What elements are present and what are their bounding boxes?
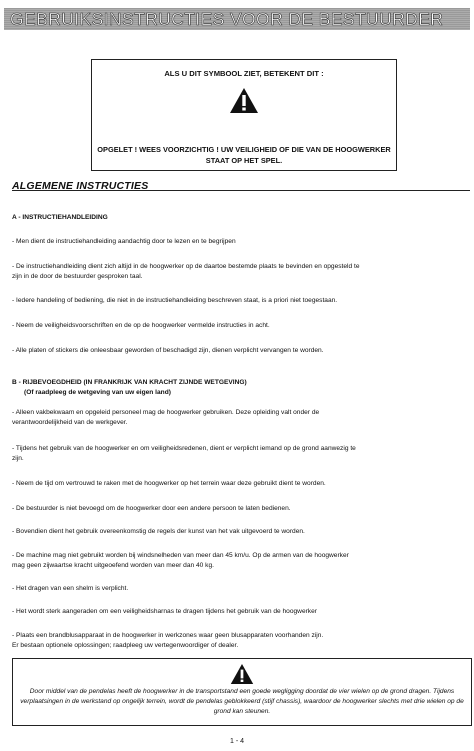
title-banner [4,8,470,30]
part-b-heading: B - RIJBEVOEGDHEID (IN FRANKRIJK VAN KRACHT ZIJNDE WETGEVING) [12,379,247,386]
list-item: - Het wordt sterk aangeraden om een veiligheidsharnas te dragen tijdens het gebruik van de hoogwerker [12,608,317,615]
list-item: - Neem de veiligheidsvoorschriften en de op de hoogwerker vermelde instructies in acht. [12,322,270,329]
list-item: - Iedere handeling of bediening, die niet in de instructiehandleiding beschreven staat, is a priori niet toegestaan. [12,297,338,304]
list-item: - Men dient de instructiehandleiding aandachtig door te lezen en te begrijpen [12,238,236,245]
section-title [12,176,470,191]
footer-warning-box [12,658,472,726]
list-item: - De machine mag niet gebruikt worden bij windsnelheden van meer dan 45 km/u. Op de armen van de hoogwerker mag geen zijwaartse kracht uitgeoefend worden van meer dan 40 kg. [12,552,349,569]
list-item: - Alle platen of stickers die onleesbaar geworden of beschadigd zijn, dienen verplicht vervangen te worden. [12,347,324,354]
list-item: - Bovendien dient het gebruik overeenkomstig de regels der kunst van het vak uitgevoerd te worden. [12,528,305,535]
part-b-subheading: (Of raadpleeg de wetgeving van uw eigen land) [24,389,171,396]
list-item: - Neem de tijd om vertrouwd te raken met de hoogwerker op het terrein waar deze gebruikt dient te worden. [12,480,326,487]
warning-bottom-text: OPGELET ! WEES VOORZICHTIG ! UW VEILIGHEID OF DIE VAN DE HOOGWERKER STAAT OP HET SPEL. [97,145,391,165]
banner-title: GEBRUIKSINSTRUCTIES VOOR DE BESTUURDER [10,9,444,29]
warning-box [91,59,397,171]
part-a-heading: A - INSTRUCTIEHANDLEIDING [12,214,108,221]
warning-triangle-icon [229,87,259,114]
list-item: - De bestuurder is niet bevoegd om de hoogwerker door een andere persoon te laten bedienen. [12,505,291,512]
list-item: - Alleen vakbekwaam en opgeleid personeel mag de hoogwerker gebruiken. Deze opleiding valt onder de verantwoordelijkheid van de werkgever. [12,409,320,426]
list-item: - De instructiehandleiding dient zich altijd in de hoogwerker op de daartoe bestemde plaats te bevinden en opgesteld te zijn in de door de bestuurder gesproken taal. [12,263,360,280]
footer-warning-text: Door middel van de pendelas heeft de hoogwerker in de transportstand een goede wegligging doordat de vier wielen op de grond dragen. Tijdens verplaatsingen in de werkstand op ongelijk terrein, wordt de pendelas geblokkeerd (stijf chassis), waardoor de hoogwerker slechts met drie wielen op de grond kan steunen. [20,688,464,715]
section-title-text: ALGEMENE INSTRUCTIES [12,180,149,192]
list-item: - Het dragen van een shelm is verplicht. [12,585,129,592]
list-item: - Tijdens het gebruik van de hoogwerker en om veiligheidsredenen, dient er verplicht iemand op de grond aanwezig te zijn. [12,445,356,462]
warning-triangle-icon [230,663,254,685]
warning-top-text: ALS U DIT SYMBOOL ZIET, BETEKENT DIT : [164,69,324,78]
page-number: 1 - 4 [229,738,244,745]
list-item: - Plaats een brandblusapparaat in de hoogwerker in werkzones waar geen blusapparaten voorhanden zijn. Er bestaan optionele oplossingen; raadpleeg uw vertegenwoordiger of dealer. [12,632,324,649]
